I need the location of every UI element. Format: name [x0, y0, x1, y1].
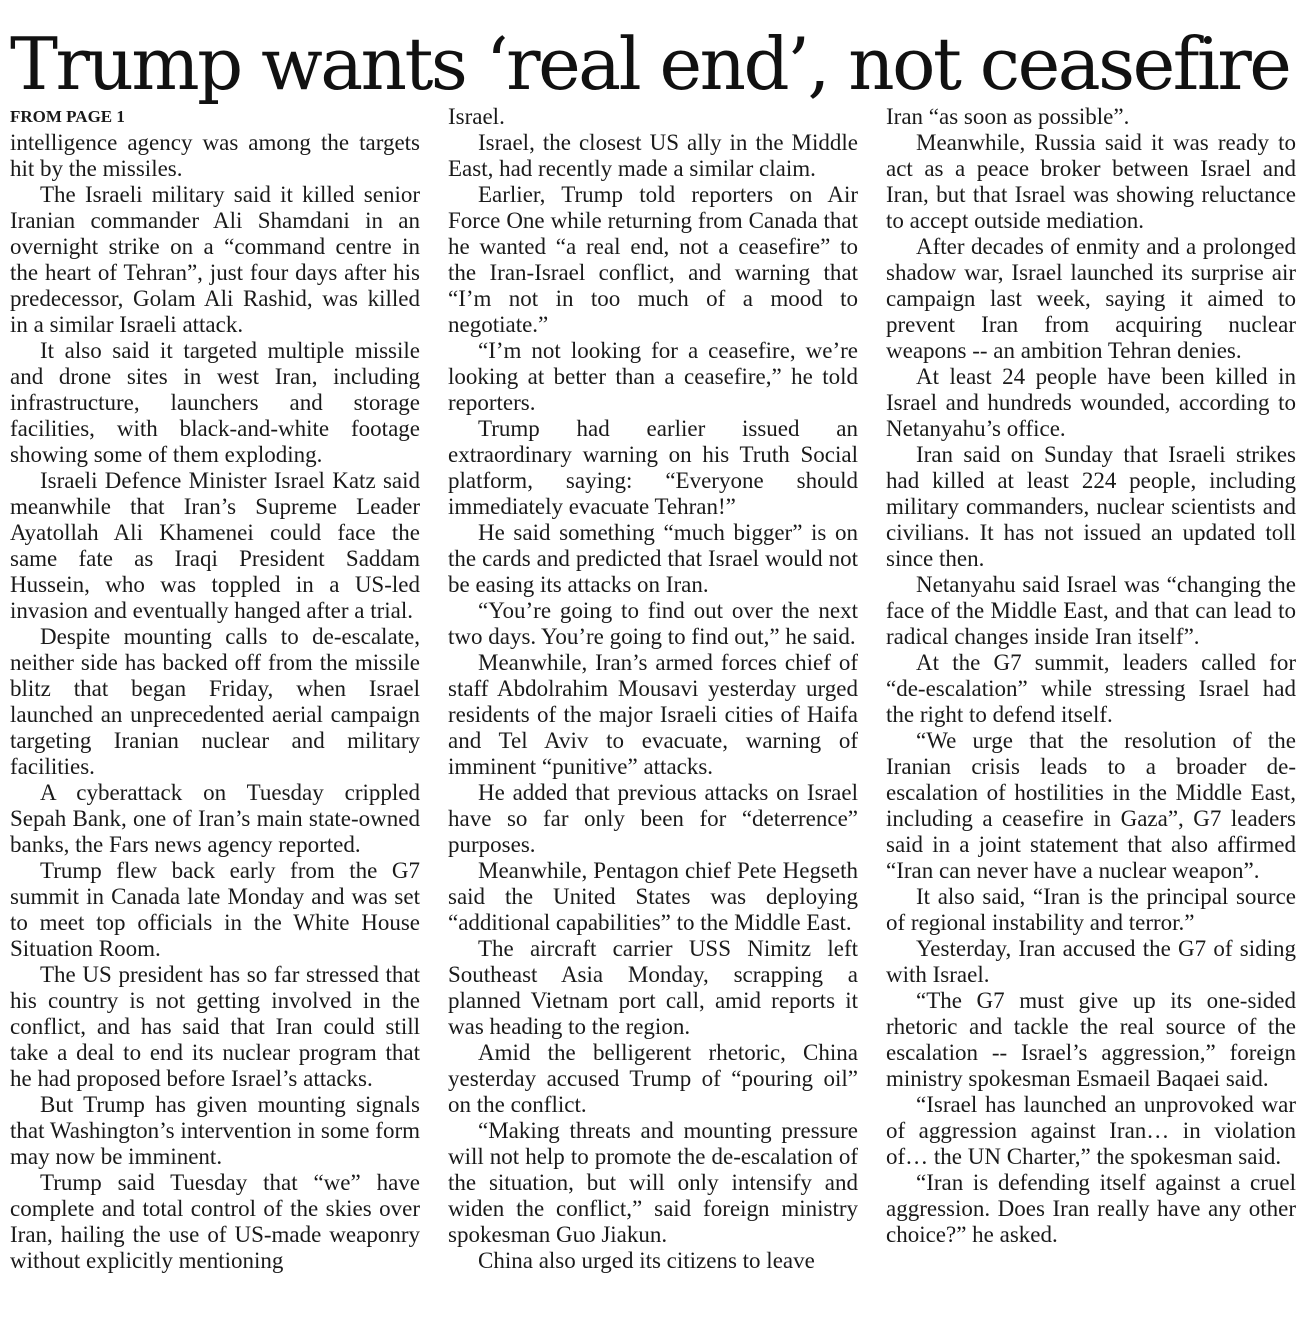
paragraph: Netanyahu said Israel was “changing the face of the Middle East, and that can lead to radical changes inside Iran itself”.: [886, 572, 1296, 649]
paragraph: intelligence agency was among the targets hit by the missiles.: [10, 130, 420, 181]
paragraph: “We urge that the resolution of the Iranian crisis leads to a broader de-escalation of hostilities in the Middle East, including a ceasefire in Gaza”, G7 leaders said in a joint statement that also affirmed “Iran can never have a nuclear weapon”.: [886, 728, 1296, 883]
paragraph: “Iran is defending itself against a cruel aggression. Does Iran really have any other choice?” he asked.: [886, 1170, 1296, 1247]
headline: Trump wants ‘real end’, not ceasefire: [10, 22, 1290, 106]
paragraph: Israel.: [448, 104, 505, 129]
paragraph: “The G7 must give up its one-sided rhetoric and tackle the real source of the escalation -- Israel’s aggression,” foreign ministry spokesman Esmaeil Baqaei said.: [886, 988, 1296, 1091]
paragraph: “You’re going to find out over the next two days. You’re going to find out,” he said.: [448, 598, 858, 649]
paragraph: “Israel has launched an unprovoked war of aggression against Iran… in violation of… the UN Charter,” the spokesman said.: [886, 1092, 1296, 1169]
paragraph: It also said, “Iran is the principal source of regional instability and terror.”: [886, 884, 1296, 935]
paragraph: Israel, the closest US ally in the Middle East, had recently made a similar claim.: [448, 130, 858, 181]
article-column-3: [886, 104, 1296, 1340]
paragraph: Trump flew back early from the G7 summit in Canada late Monday and was set to meet top officials in the White House Situation Room.: [10, 858, 420, 961]
paragraph: The US president has so far stressed that his country is not getting involved in the conflict, and has said that Iran could still take a deal to end its nuclear program that he had proposed before Israel’s attacks.: [10, 962, 420, 1091]
paragraph: Despite mounting calls to de-escalate, neither side has backed off from the missile blitz that began Friday, when Israel launched an unprecedented aerial campaign targeting Iranian nuclear and military facilities.: [10, 624, 420, 779]
paragraph: “I’m not looking for a ceasefire, we’re looking at better than a ceasefire,” he told reporters.: [448, 338, 858, 415]
paragraph: Trump said Tuesday that “we” have complete and total control of the skies over Iran, hailing the use of US-made weaponry without explicitly mentioning: [10, 1170, 420, 1273]
paragraph: A cyberattack on Tuesday crippled Sepah Bank, one of Iran’s main state-owned banks, the Fars news agency reported.: [10, 780, 420, 857]
paragraph: But Trump has given mounting signals that Washington’s intervention in some form may now be imminent.: [10, 1092, 420, 1169]
paragraph: Meanwhile, Iran’s armed forces chief of staff Abdolrahim Mousavi yesterday urged residents of the major Israeli cities of Haifa and Tel Aviv to evacuate, warning of imminent “punitive” attacks.: [448, 650, 858, 779]
paragraph: Meanwhile, Pentagon chief Pete Hegseth said the United States was deploying “additional capabilities” to the Middle East.: [448, 858, 858, 935]
paragraph: Yesterday, Iran accused the G7 of siding with Israel.: [886, 936, 1296, 987]
paragraph: Trump had earlier issued an extraordinary warning on his Truth Social platform, saying: “Everyone should immediately evacuate Tehran!”: [448, 416, 858, 519]
paragraph: Meanwhile, Russia said it was ready to act as a peace broker between Israel and Iran, but that Israel was showing reluctance to accept outside mediation.: [886, 130, 1296, 233]
paragraph: Israeli Defence Minister Israel Katz said meanwhile that Iran’s Supreme Leader Ayatollah Ali Khamenei could face the same fate as Iraqi President Saddam Hussein, who was toppled in a US-led invasion and eventually hanged after a trial.: [10, 468, 420, 623]
paragraph: At the G7 summit, leaders called for “de-escalation” while stressing Israel had the right to defend itself.: [886, 650, 1296, 727]
paragraph: “Making threats and mounting pressure will not help to promote the de-escalation of the situation, but will only intensify and widen the conflict,” said foreign ministry spokesman Guo Jiakun.: [448, 1118, 858, 1247]
paragraph: China also urged its citizens to leave: [478, 1248, 815, 1273]
continued-from-label: FROM PAGE 1: [10, 107, 125, 126]
paragraph: The aircraft carrier USS Nimitz left Southeast Asia Monday, scrapping a planned Vietnam port call, amid reports it was heading to the region.: [448, 936, 858, 1039]
paragraph: It also said it targeted multiple missile and drone sites in west Iran, including infrastructure, launchers and storage facilities, with black-and-white footage showing some of them exploding.: [10, 338, 420, 467]
article-column-2: [448, 104, 858, 1340]
paragraph: After decades of enmity and a prolonged shadow war, Israel launched its surprise air campaign last week, saying it aimed to prevent Iran from acquiring nuclear weapons -- an ambition Tehran denies.: [886, 234, 1296, 363]
paragraph: The Israeli military said it killed senior Iranian commander Ali Shamdani in an overnight strike on a “command centre in the heart of Tehran”, just four days after his predecessor, Golam Ali Rashid, was killed in a similar Israeli attack.: [10, 182, 420, 337]
paragraph: Iran “as soon as possible”.: [886, 104, 1130, 129]
article-column-1: [10, 104, 420, 1340]
paragraph: At least 24 people have been killed in Israel and hundreds wounded, according to Netanyahu’s office.: [886, 364, 1296, 441]
paragraph: Earlier, Trump told reporters on Air Force One while returning from Canada that he wanted “a real end, not a ceasefire” to the Iran-Israel conflict, and warning that “I’m not in too much of a mood to negotiate.”: [448, 182, 858, 337]
paragraph: Iran said on Sunday that Israeli strikes had killed at least 224 people, including military commanders, nuclear scientists and civilians. It has not issued an updated toll since then.: [886, 442, 1296, 571]
paragraph: He added that previous attacks on Israel have so far only been for “deterrence” purposes.: [448, 780, 858, 857]
paragraph: Amid the belligerent rhetoric, China yesterday accused Trump of “pouring oil” on the conflict.: [448, 1040, 858, 1117]
paragraph: He said something “much bigger” is on the cards and predicted that Israel would not be easing its attacks on Iran.: [448, 520, 858, 597]
